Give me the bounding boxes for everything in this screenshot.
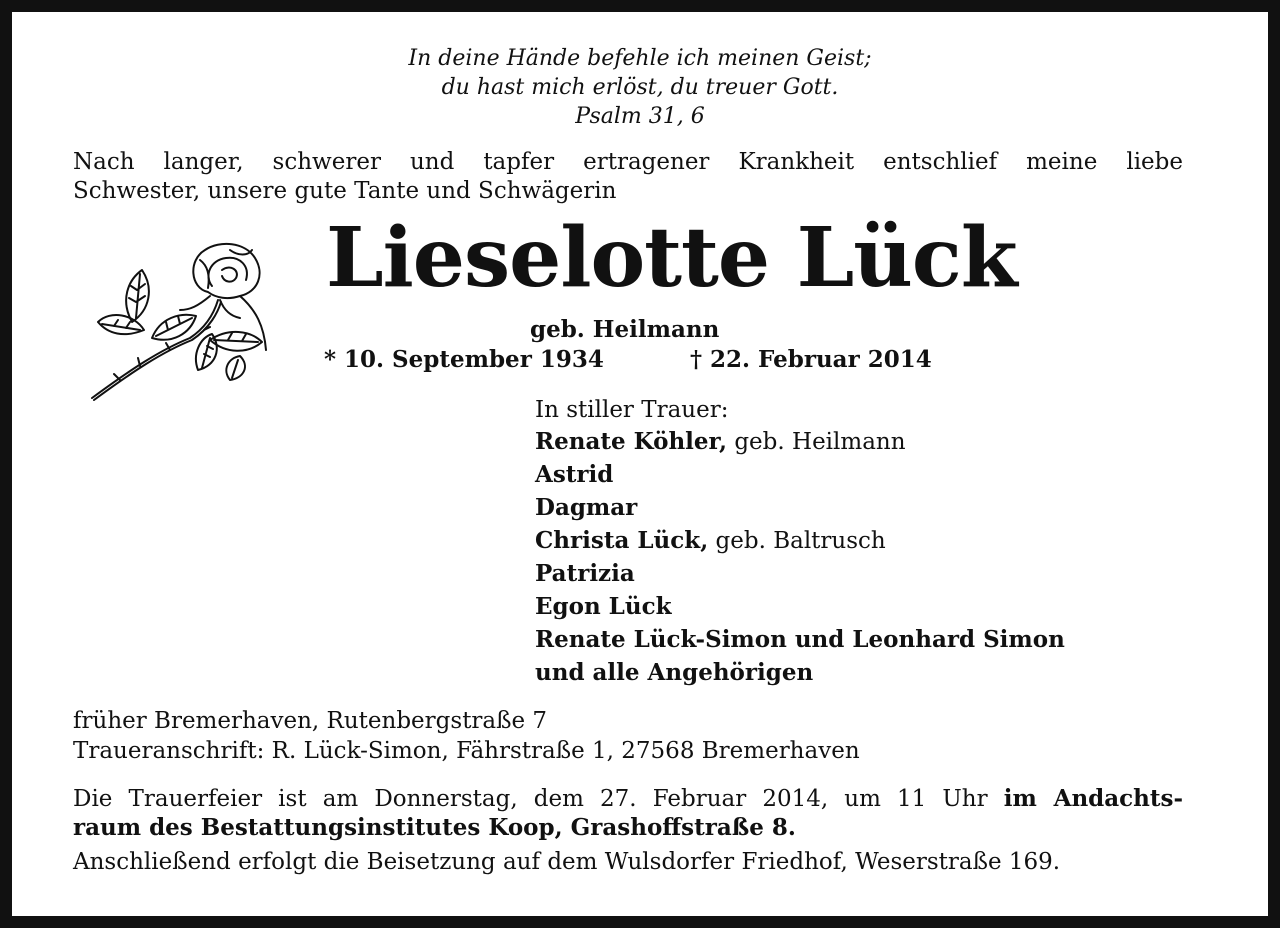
mourner-note: geb. Baltrusch [708, 528, 886, 554]
mourning-address: Traueranschrift: R. Lück-Simon, Fährstraße 1, 27568 Bremerhaven [73, 738, 860, 764]
mourner-name: Egon Lück [535, 593, 672, 620]
mourner-entry [535, 558, 635, 590]
burial-info: Anschließend erfolgt die Beisetzung auf dem Wulsdorfer Friedhof, Weserstraße 169. [73, 849, 1061, 875]
service-plain-text: Die Trauerfeier ist am Donnerstag, dem 27. Februar 2014, um 11 Uhr [73, 786, 1004, 812]
mourner-entry [535, 657, 813, 689]
service-line-1 [73, 784, 1183, 814]
mourner-entry [535, 591, 672, 623]
death-date: † 22. Februar 2014 [690, 346, 932, 373]
mourner-name: Renate Lück-Simon und Leonhard Simon [535, 626, 1065, 653]
service-location-rest: raum des Bestattungsinstitutes Koop, Grashoffstraße 8. [73, 814, 796, 841]
deceased-name: Lieselotte Lück [326, 210, 1017, 306]
mourner-name: Christa Lück, [535, 527, 709, 554]
mourner-name: Patrizia [535, 560, 635, 587]
verse-line-1: In deine Hände befehle ich meinen Geist; [408, 46, 872, 71]
mourner-entry [535, 624, 1065, 656]
deceased-maiden-name: geb. Heilmann [530, 316, 720, 343]
mourner-entry [535, 525, 886, 557]
birth-date: * 10. September 1934 [324, 346, 604, 373]
verse-line-2: du hast mich erlöst, du treuer Gott. [441, 75, 839, 100]
rose-icon [80, 230, 270, 410]
mourner-entry [535, 492, 637, 524]
mourner-entry [535, 459, 613, 491]
mourner-entry [535, 426, 906, 458]
service-location-start: im Andachts- [1003, 785, 1183, 812]
mourner-note: geb. Heilmann [727, 429, 906, 455]
mourner-name: Astrid [535, 461, 614, 488]
intro-line-1: Nach langer, schwerer und tapfer ertragener Krankheit entschlief meine liebe [73, 149, 1183, 175]
service-line-2 [73, 813, 1183, 843]
intro-line-2: Schwester, unsere gute Tante und Schwägerin [73, 178, 617, 204]
mourners-heading: In stiller Trauer: [535, 397, 729, 423]
mourner-name: und alle Angehörigen [535, 659, 814, 686]
mourner-name: Renate Köhler, [535, 428, 728, 455]
former-address: früher Bremerhaven, Rutenbergstraße 7 [73, 708, 548, 734]
verse-reference: Psalm 31, 6 [575, 104, 705, 129]
mourner-name: Dagmar [535, 494, 638, 521]
